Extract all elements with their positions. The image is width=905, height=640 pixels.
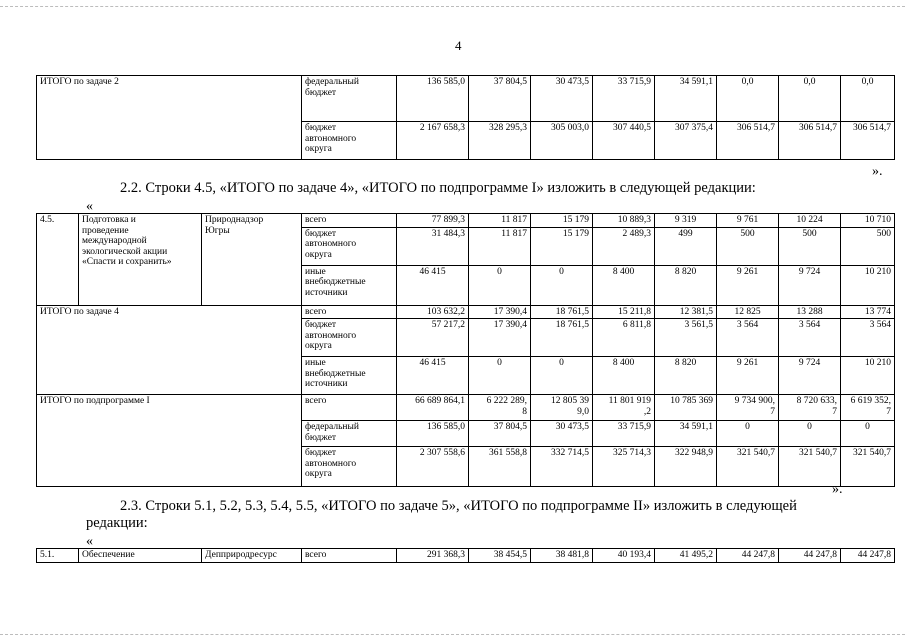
value-cell: 40 193,4	[593, 549, 655, 563]
value-cell: 37 804,5	[469, 421, 531, 447]
value-cell: 37 804,5	[469, 76, 531, 122]
measure-name: Подготовка и проведение международной экологической акции «Спасти и сохранить»	[79, 214, 202, 306]
value-cell: 0	[531, 265, 593, 305]
value-cell: 9 261	[717, 357, 779, 395]
value-cell: 0	[717, 421, 779, 447]
value-cell: 10 710	[841, 214, 895, 228]
value-cell: 306 514,7	[717, 122, 779, 160]
value-cell: 321 540,7	[779, 447, 841, 487]
value-cell: 10 224	[779, 214, 841, 228]
value-cell: 66 689 864,1	[397, 395, 469, 421]
value-cell: 13 288	[779, 305, 841, 319]
value-cell: 322 948,9	[655, 447, 717, 487]
page-top-edge	[0, 6, 905, 7]
value-cell: 41 495,2	[655, 549, 717, 563]
value-cell: 44 247,8	[717, 549, 779, 563]
task2-total-label: ИТОГО по задаче 2	[37, 76, 302, 160]
value-cell: 44 247,8	[779, 549, 841, 563]
value-cell: 77 899,3	[397, 214, 469, 228]
instruction-2-3-line2: редакции:	[86, 515, 148, 531]
value-cell: 8 400	[593, 357, 655, 395]
value-cell: 307 375,4	[655, 122, 717, 160]
value-cell: 33 715,9	[593, 421, 655, 447]
value-cell: 500	[717, 227, 779, 265]
value-cell: 9 261	[717, 265, 779, 305]
opening-quote: «	[86, 534, 93, 549]
value-cell: 499	[655, 227, 717, 265]
value-cell: 10 210	[841, 265, 895, 305]
value-cell: 2 307 558,6	[397, 447, 469, 487]
value-cell: 332 714,5	[531, 447, 593, 487]
subprogram1-total-label: ИТОГО по подпрограмме I	[37, 395, 302, 487]
row-number: 5.1.	[37, 549, 79, 563]
value-cell: 306 514,7	[841, 122, 895, 160]
value-cell: 6 811,8	[593, 319, 655, 357]
source-cell: федеральный бюджет	[302, 76, 397, 122]
value-cell: 10 785 369	[655, 395, 717, 421]
value-cell: 9 734 900, 7	[717, 395, 779, 421]
value-cell: 136 585,0	[397, 421, 469, 447]
value-cell: 3 564	[841, 319, 895, 357]
value-cell: 30 473,5	[531, 421, 593, 447]
value-cell: 0,0	[717, 76, 779, 122]
value-cell: 34 591,1	[655, 76, 717, 122]
value-cell: 17 390,4	[469, 319, 531, 357]
task4-total-label: ИТОГО по задаче 4	[37, 305, 302, 395]
value-cell: 12 381,5	[655, 305, 717, 319]
value-cell: 10 889,3	[593, 214, 655, 228]
value-cell: 0,0	[779, 76, 841, 122]
value-cell: 18 761,5	[531, 319, 593, 357]
value-cell: 305 003,0	[531, 122, 593, 160]
value-cell: 44 247,8	[841, 549, 895, 563]
closing-quote: ».	[832, 482, 843, 497]
source-cell: иные внебюджетные источники	[302, 357, 397, 395]
closing-quote: ».	[872, 164, 883, 179]
value-cell: 2 167 658,3	[397, 122, 469, 160]
value-cell: 103 632,2	[397, 305, 469, 319]
value-cell: 8 820	[655, 265, 717, 305]
value-cell: 2 489,3	[593, 227, 655, 265]
value-cell: 34 591,1	[655, 421, 717, 447]
source-cell: всего	[302, 214, 397, 228]
value-cell: 325 714,3	[593, 447, 655, 487]
table-row	[37, 305, 895, 319]
value-cell: 8 400	[593, 265, 655, 305]
page-bottom-edge	[0, 634, 905, 635]
value-cell: 321 540,7	[717, 447, 779, 487]
value-cell: 0	[469, 265, 531, 305]
source-cell: всего	[302, 549, 397, 563]
measure-name: Обеспечение	[79, 549, 202, 563]
value-cell: 0	[469, 357, 531, 395]
instruction-2-2: 2.2. Строки 4.5, «ИТОГО по задаче 4», «ИТОГО по подпрограмме I» изложить в следующей редакции:	[120, 180, 756, 196]
value-cell: 6 222 289, 8	[469, 395, 531, 421]
value-cell: 17 390,4	[469, 305, 531, 319]
value-cell: 30 473,5	[531, 76, 593, 122]
value-cell: 15 179	[531, 214, 593, 228]
value-cell: 15 179	[531, 227, 593, 265]
value-cell: 306 514,7	[779, 122, 841, 160]
page-number: 4	[455, 38, 462, 53]
source-cell: всего	[302, 395, 397, 421]
value-cell: 3 564	[779, 319, 841, 357]
value-cell: 12 805 39 9,0	[531, 395, 593, 421]
value-cell: 0	[531, 357, 593, 395]
source-cell: бюджет автономного округа	[302, 447, 397, 487]
value-cell: 361 558,8	[469, 447, 531, 487]
value-cell: 500	[841, 227, 895, 265]
value-cell: 307 440,5	[593, 122, 655, 160]
value-cell: 9 761	[717, 214, 779, 228]
value-cell: 321 540,7	[841, 447, 895, 487]
opening-quote: «	[86, 199, 93, 214]
value-cell: 31 484,3	[397, 227, 469, 265]
value-cell: 38 481,8	[531, 549, 593, 563]
source-cell: бюджет автономного округа	[302, 122, 397, 160]
value-cell: 500	[779, 227, 841, 265]
value-cell: 9 724	[779, 265, 841, 305]
value-cell: 8 820	[655, 357, 717, 395]
value-cell: 9 724	[779, 357, 841, 395]
value-cell: 57 217,2	[397, 319, 469, 357]
task5-table	[36, 548, 895, 563]
source-cell: бюджет автономного округа	[302, 319, 397, 357]
value-cell: 11 817	[469, 227, 531, 265]
table-row	[37, 76, 895, 122]
value-cell: 13 774	[841, 305, 895, 319]
value-cell: 10 210	[841, 357, 895, 395]
instruction-2-3-line1: 2.3. Строки 5.1, 5.2, 5.3, 5.4, 5.5, «ИТОГО по задаче 5», «ИТОГО по подпрограмме II» изложить в следующей	[120, 498, 797, 514]
source-cell: иные внебюджетные источники	[302, 265, 397, 305]
source-cell: бюджет автономного округа	[302, 227, 397, 265]
value-cell: 11 801 919 ,2	[593, 395, 655, 421]
source-cell: всего	[302, 305, 397, 319]
table-row	[37, 214, 895, 228]
value-cell: 0	[841, 421, 895, 447]
value-cell: 38 454,5	[469, 549, 531, 563]
value-cell: 11 817	[469, 214, 531, 228]
value-cell: 328 295,3	[469, 122, 531, 160]
executor: Депприродресурс	[202, 549, 302, 563]
value-cell: 46 415	[397, 357, 469, 395]
value-cell: 8 720 633, 7	[779, 395, 841, 421]
value-cell: 3 561,5	[655, 319, 717, 357]
value-cell: 18 761,5	[531, 305, 593, 319]
value-cell: 46 415	[397, 265, 469, 305]
row-number: 4.5.	[37, 214, 79, 306]
value-cell: 291 368,3	[397, 549, 469, 563]
table-row	[37, 395, 895, 421]
value-cell: 12 825	[717, 305, 779, 319]
value-cell: 136 585,0	[397, 76, 469, 122]
task4-table	[36, 213, 895, 487]
value-cell: 9 319	[655, 214, 717, 228]
task2-total-table	[36, 75, 895, 160]
value-cell: 0	[779, 421, 841, 447]
value-cell: 3 564	[717, 319, 779, 357]
value-cell: 6 619 352, 7	[841, 395, 895, 421]
executor: Природнадзор Югры	[202, 214, 302, 306]
value-cell: 33 715,9	[593, 76, 655, 122]
table-row	[37, 549, 895, 563]
value-cell: 0,0	[841, 76, 895, 122]
value-cell: 15 211,8	[593, 305, 655, 319]
source-cell: федеральный бюджет	[302, 421, 397, 447]
